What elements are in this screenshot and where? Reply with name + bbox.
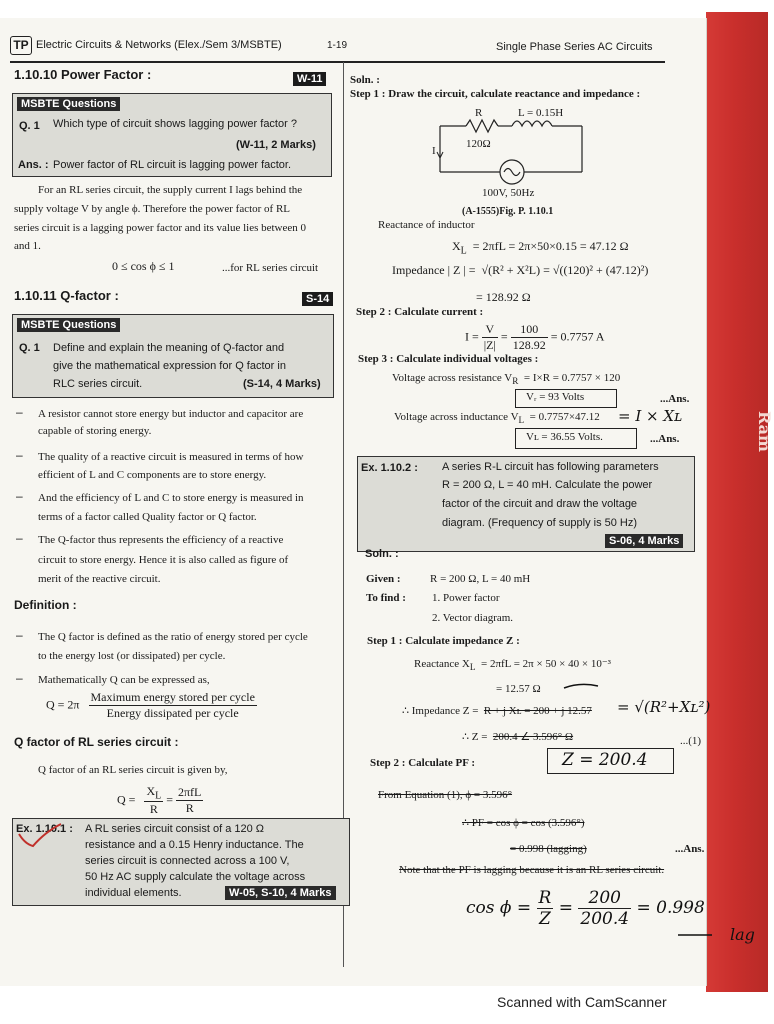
example-line: individual elements. bbox=[85, 887, 182, 899]
eq-lhs: I = bbox=[465, 329, 479, 344]
current-equation: I = $\frac{V}{|Z|}$ = $\frac{100}{128.92}$ = 0.7757 A bbox=[465, 322, 605, 352]
example-line: A RL series circuit consist of a 120 Ω bbox=[85, 823, 265, 835]
eq-rhs: = 2πfL = 2π×50×0.15 = 47.12 Ω bbox=[472, 239, 629, 253]
vl-answer: Vʟ = 36.55 Volts. bbox=[526, 431, 603, 443]
bullet-line: The quality of a reactive circuit is measured in terms of how bbox=[38, 451, 304, 463]
hw-lhs: cos ϕ = bbox=[466, 898, 532, 918]
frac-den: |Z| bbox=[483, 338, 496, 352]
question-marks: (W-11, 2 Marks) bbox=[236, 139, 316, 151]
frac-num: 2πfL bbox=[178, 785, 202, 800]
struck-pf-value: = 0.998 (lagging) bbox=[510, 843, 587, 855]
circuit-label-current: I bbox=[432, 145, 436, 157]
paragraph-line: For an RL series circuit, the supply current I lags behind the bbox=[38, 184, 303, 196]
q-formula bbox=[46, 690, 257, 721]
red-check-mark bbox=[15, 820, 75, 850]
question-box-q-factor bbox=[12, 314, 334, 398]
hw-frac-den: 200.4 bbox=[580, 909, 630, 929]
q-formula-numerator: Maximum energy stored per cycle bbox=[90, 690, 255, 704]
bullet-line: capable of storing energy. bbox=[38, 425, 152, 437]
struck-note: Note that the PF is lagging because it is an RL series circuit. bbox=[399, 864, 665, 876]
struck-text: 200.4 ∠ 3.596° Ω bbox=[492, 731, 574, 743]
pf-range-formula: 0 ≤ cos ϕ ≤ 1 bbox=[112, 259, 175, 273]
eq-rhs: = 2πfL = 2π × 50 × 40 × 10⁻³ bbox=[480, 658, 611, 670]
example-box-2 bbox=[357, 456, 695, 552]
bullet-line: merit of the reactive circuit. bbox=[38, 573, 161, 585]
z-value: = 128.92 Ω bbox=[476, 290, 531, 304]
hw-rhs: = 0.998 bbox=[636, 898, 705, 918]
example-line: factor of the circuit and draw the voltage bbox=[442, 498, 638, 510]
paragraph-line: supply voltage V by angle ϕ. Therefore the power factor of RL bbox=[14, 203, 291, 215]
example-tag: W-05, S-10, 4 Marks bbox=[225, 886, 336, 900]
q-rl-formula: Q = $\frac{X_L}{R}$ = $\frac{\text{2πfL}}{R}$ bbox=[117, 784, 202, 817]
paragraph-line: series circuit is a lagging power factor and its value lies between 0 bbox=[14, 222, 307, 234]
section-title-power-factor: 1.10.10 Power Factor : bbox=[14, 67, 152, 82]
xl-equation bbox=[452, 239, 629, 256]
hw-frac-num: 200 bbox=[578, 888, 631, 909]
bullet-dash: – bbox=[16, 628, 23, 642]
struck-phi-line: From Equation (1), ϕ = 3.596° bbox=[378, 789, 513, 801]
handwritten-z-formula: = √(R²+Xʟ²) bbox=[617, 698, 711, 716]
frac-num: 100 bbox=[511, 322, 548, 338]
reactance-label: Reactance of inductor bbox=[378, 219, 475, 231]
step1b-heading: Step 1 : Calculate impedance Z : bbox=[367, 635, 520, 647]
eq-lhs: ∴ Z = bbox=[462, 731, 488, 743]
bullet-line: And the efficiency of L and C to store energy is measured in bbox=[38, 492, 304, 504]
question-number: Q. 1 bbox=[19, 342, 40, 354]
question-line: RLC series circuit. bbox=[53, 378, 143, 390]
to-find-item: 1. Power factor bbox=[432, 592, 500, 604]
eq-lhs: X bbox=[452, 239, 461, 253]
eq-rhs: = 0.7757×47.12 bbox=[529, 411, 600, 423]
handwritten-cos-phi: cos ϕ = $\frac{R}{Z}$ = $\frac{200}{200.4}$ = 0.998 bbox=[466, 888, 705, 929]
handwritten-z-box bbox=[547, 748, 674, 774]
eq-lhs: Impedance | Z | = bbox=[392, 263, 476, 277]
red-book-edge bbox=[706, 12, 774, 992]
bullet-dash: – bbox=[16, 531, 23, 545]
example-line: resistance and a 0.15 Henry inductance. The bbox=[85, 839, 304, 851]
question-number: Q. 1 bbox=[19, 120, 40, 132]
eq-sub: L bbox=[518, 415, 525, 426]
hw-frac-den: Z bbox=[539, 909, 551, 929]
circuit-label-l: L = 0.15H bbox=[518, 107, 564, 119]
circuit-label-r-value: 120Ω bbox=[466, 138, 491, 150]
book-title: Electric Circuits & Networks (Elex./Sem 3/MSBTE) bbox=[36, 39, 282, 51]
chapter-title: Single Phase Series AC Circuits bbox=[496, 41, 653, 53]
exam-tag-s14: S-14 bbox=[302, 292, 333, 306]
z-equation bbox=[392, 263, 648, 278]
answer-marker: ...Ans. bbox=[660, 393, 690, 405]
q-rl-lhs: Q = bbox=[117, 792, 136, 807]
header-rule bbox=[10, 61, 665, 63]
resistor-symbol bbox=[466, 120, 498, 132]
inductor-symbol bbox=[512, 121, 552, 126]
eq-rhs: = I×R = 0.7757 × 120 bbox=[523, 372, 621, 384]
bullet-line: A resistor cannot store energy but inductor and capacitor are bbox=[38, 408, 304, 420]
question-marks: (S-14, 4 Marks) bbox=[243, 378, 321, 390]
equation-number: ...(1) bbox=[680, 735, 702, 747]
example-label: Ex. 1.10.2 : bbox=[361, 462, 418, 474]
circuit-label-r: R bbox=[475, 107, 483, 119]
bullet-line: The Q-factor thus represents the efficiency of a reactive bbox=[38, 534, 284, 546]
q-rl-text: Q factor of an RL series circuit is given by, bbox=[38, 764, 228, 776]
eq-lhs: ∴ Impedance Z = bbox=[402, 705, 479, 717]
bullet-line: efficient of L and C components are to store energy. bbox=[38, 469, 267, 481]
eq-sub: R bbox=[512, 376, 519, 387]
vl-equation bbox=[394, 411, 600, 425]
eq-lhs-sub: L bbox=[460, 245, 467, 257]
step2-heading: Step 2 : Calculate current : bbox=[356, 306, 484, 318]
circuit-supply-label: 100V, 50Hz bbox=[482, 187, 535, 199]
frac-den: R bbox=[185, 801, 194, 816]
vr-equation bbox=[392, 372, 620, 386]
example-line: series circuit is connected across a 100 V, bbox=[85, 855, 290, 867]
frac-den: R bbox=[149, 802, 158, 817]
example-line: 50 Hz AC supply calculate the voltage across bbox=[85, 871, 306, 883]
frac-num-sub: L bbox=[155, 790, 162, 802]
soln-label: Soln. : bbox=[350, 74, 380, 86]
definition-heading: Definition : bbox=[14, 598, 77, 612]
struck-pf-line: ∴ PF = cos ϕ = cos (3.596°) bbox=[462, 817, 585, 829]
eq-lhs: Reactance X bbox=[414, 658, 470, 670]
q-rl-heading: Q factor of RL series circuit : bbox=[14, 735, 179, 749]
q-formula-denominator: Energy dissipated per cycle bbox=[106, 706, 239, 720]
step2b-heading: Step 2 : Calculate PF : bbox=[370, 757, 475, 769]
q-formula-lhs: Q = 2π bbox=[46, 697, 80, 712]
z-b2-equation bbox=[462, 730, 573, 743]
section-title-q-factor: 1.10.11 Q-factor : bbox=[14, 288, 119, 303]
eq-lhs: Voltage across inductance V bbox=[394, 411, 519, 423]
hw-frac-num: R bbox=[538, 888, 552, 908]
xl-b-equation bbox=[414, 657, 611, 672]
step1-heading: Step 1 : Draw the circuit, calculate reactance and impedance : bbox=[350, 88, 641, 100]
handwritten-lag: lag bbox=[730, 925, 755, 944]
exam-tag-w11: W-11 bbox=[293, 72, 326, 86]
example-line: diagram. (Frequency of supply is 50 Hz) bbox=[442, 517, 638, 529]
bullet-dash: – bbox=[16, 489, 23, 503]
eq-rhs: = 0.7757 A bbox=[550, 329, 605, 344]
answer-text: Power factor of RL circuit is lagging power factor. bbox=[53, 159, 292, 171]
example-tag: S-06, 4 Marks bbox=[605, 534, 683, 548]
vl-answer-box bbox=[515, 428, 637, 449]
question-text: Which type of circuit shows lagging power factor ? bbox=[53, 118, 297, 130]
edge-text: Ram bbox=[754, 411, 774, 452]
answer-marker: ...Ans. bbox=[675, 843, 705, 855]
given-values: R = 200 Ω, L = 40 mH bbox=[430, 573, 531, 585]
answer-marker: ...Ans. bbox=[650, 433, 680, 445]
bullet-line: to the energy lost (or dissipated) per cycle. bbox=[38, 650, 226, 662]
bullet-dash: – bbox=[16, 405, 23, 419]
publisher-logo: TP bbox=[10, 36, 32, 55]
msbte-label: MSBTE Questions bbox=[17, 97, 120, 111]
to-find-label: To find : bbox=[366, 592, 406, 604]
step3-heading: Step 3 : Calculate individual voltages : bbox=[358, 353, 539, 365]
handwritten-z-value: Z = 200.4 bbox=[562, 750, 648, 770]
msbte-label: MSBTE Questions bbox=[17, 318, 120, 332]
paragraph-line: and 1. bbox=[14, 240, 41, 252]
bullet-line: terms of a factor called Quality factor or Q factor. bbox=[38, 511, 257, 523]
question-box-power-factor bbox=[12, 93, 332, 177]
frac-num: V bbox=[482, 322, 498, 338]
eq-sub: L bbox=[469, 662, 476, 673]
bullet-dash: – bbox=[16, 671, 23, 685]
scanner-watermark: Scanned with CamScanner bbox=[497, 994, 667, 1010]
handwritten-vl-note: = I × Xʟ bbox=[618, 407, 683, 425]
eq-lhs: Voltage across resistance V bbox=[392, 372, 513, 384]
bullet-line: The Q factor is defined as the ratio of energy stored per cycle bbox=[38, 631, 308, 643]
xl-b-value: = 12.57 Ω bbox=[496, 683, 541, 695]
bullet-line: Mathematically Q can be expressed as, bbox=[38, 674, 210, 686]
example-line: A series R-L circuit has following parameters bbox=[442, 461, 659, 473]
answer-label: Ans. : bbox=[18, 159, 49, 171]
handwritten-dash bbox=[676, 930, 716, 940]
given-label: Given : bbox=[366, 573, 401, 585]
page-header bbox=[10, 36, 665, 56]
question-line: give the mathematical expression for Q factor in bbox=[53, 360, 286, 372]
to-find-item: 2. Vector diagram. bbox=[432, 612, 514, 624]
page-number: 1-19 bbox=[327, 40, 348, 51]
example-label: Ex. 1.10.1 : bbox=[16, 823, 73, 835]
eq-rhs: √(R² + X²L) = √((120)² + (47.12)²) bbox=[481, 263, 649, 277]
figure-caption: (A-1555)Fig. P. 1.10.1 bbox=[462, 206, 554, 217]
question-line: Define and explain the meaning of Q-factor and bbox=[53, 342, 285, 354]
vr-answer-box bbox=[515, 389, 617, 408]
bullet-dash: – bbox=[16, 448, 23, 462]
z-b-equation bbox=[402, 704, 592, 717]
struck-text: R + j Xʟ = 200 + j 12.57 bbox=[483, 705, 592, 717]
vr-answer: Vᵣ = 93 Volts bbox=[526, 391, 585, 403]
handwritten-underline bbox=[562, 680, 602, 694]
example-line: R = 200 Ω, L = 40 mH. Calculate the power bbox=[442, 479, 653, 491]
bullet-line: circuit to store energy. Hence it is also called as figure of bbox=[38, 554, 289, 566]
soln-label: Soln. : bbox=[365, 548, 399, 560]
frac-num: X bbox=[146, 784, 156, 798]
pf-range-note: ...for RL series circuit bbox=[222, 262, 319, 274]
frac-den: 128.92 bbox=[512, 338, 546, 352]
